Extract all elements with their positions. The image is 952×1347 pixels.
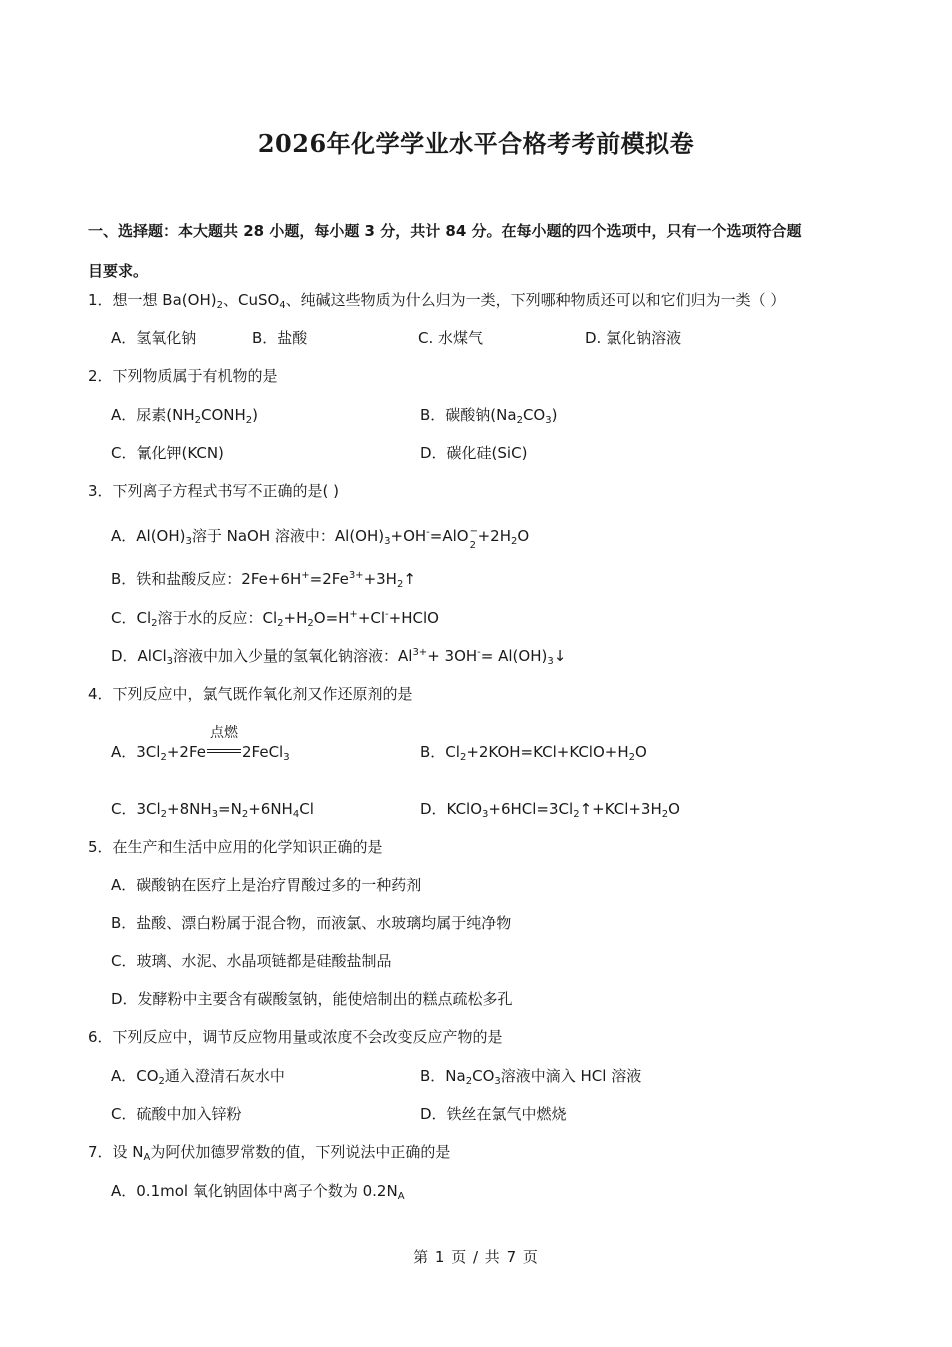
question-4-stem: 4．下列反应中，氯气既作氧化剂又作还原剂的是 [88,685,413,703]
question-1-option-c[interactable]: C. 水煤气 [418,329,484,347]
question-5-option-d[interactable]: D．发酵粉中主要含有碳酸氢钠，能使焙制出的糕点疏松多孔 [111,990,513,1008]
section-heading-line1: 一、选择题：本大题共 28 小题，每小题 3 分，共计 84 分。在每小题的四个选项中，只有一个选项符合题 [88,222,802,240]
question-6-stem: 6．下列反应中，调节反应物用量或浓度不会改变反应产物的是 [88,1028,503,1046]
question-4-option-a[interactable]: A．$3Cl_2+2Fe$ 点燃 2FeCl$_3$ [111,724,290,763]
question-5-option-a[interactable]: A．碳酸钠在医疗上是治疗胃酸过多的一种药剂 [111,876,422,894]
question-2-option-b[interactable]: B．碳酸钠$(Na_2CO_3)$ [420,406,558,426]
question-2-stem: 2．下列物质属于有机物的是 [88,367,278,385]
question-1-option-b[interactable]: B．盐酸 [252,329,308,347]
question-6-option-d[interactable]: D．铁丝在氯气中燃烧 [420,1105,567,1123]
question-4-option-c[interactable]: C．$3Cl_2+8NH_3=N_2+6NH_4Cl$ [111,800,314,820]
question-4-option-b[interactable]: B．$Cl_2+2KOH=KCl+KClO+H_2O$ [420,743,647,763]
question-6-option-a[interactable]: A．$CO_2$通入澄清石灰水中 [111,1067,285,1087]
question-1-option-a[interactable]: A．氢氧化钠 [111,329,197,347]
question-6-option-b[interactable]: B．$Na_2CO_3$溶液中滴入 HCl 溶液 [420,1067,642,1087]
page-footer: 第 1 页 / 共 7 页 [413,1248,539,1266]
question-2-option-c[interactable]: C．氰化钾(KCN) [111,444,224,462]
question-5-option-c[interactable]: C．玻璃、水泥、水晶项链都是硅酸盐制品 [111,952,392,970]
question-3-option-d[interactable]: D．AlCl$_3$溶液中加入少量的氢氧化钠溶液：$Al^{3+}+ 3OH^-=$ $Al(OH)_3↓$ [111,647,567,667]
question-4-option-d[interactable]: D．$KClO_3+6HCl=3Cl_2↑+KCl+3H_2O$ [420,800,680,820]
question-7-stem: 7．设 $N_A$为阿伏加德罗常数的值，下列说法中正确的是 [88,1143,451,1163]
question-5-option-b[interactable]: B．盐酸、漂白粉属于混合物，而液氯、水玻璃均属于纯净物 [111,914,512,932]
question-5-stem: 5．在生产和生活中应用的化学知识正确的是 [88,838,383,856]
section-heading [88,211,868,291]
question-3-option-a[interactable]: A．$Al(OH)_3$溶于 NaOH 溶液中：$Al(OH)_3+OH^-=AlO$ − 2 $+2H_2O$ [111,526,530,551]
ignition-condition-equals: 点燃 [207,742,241,764]
question-6-option-c[interactable]: C．硫酸中加入锌粉 [111,1105,242,1123]
question-3-option-b[interactable]: B．铁和盐酸反应：$2Fe+6H^+=2Fe^{3+}+3H_2↑$ [111,570,416,590]
question-3-stem: 3．下列离子方程式书写不正确的是( ) [88,482,340,500]
question-1-option-d[interactable]: D. 氯化钠溶液 [585,329,682,347]
question-2-option-a[interactable]: A．尿素$(NH_2CONH_2)$ [111,406,259,426]
question-2-option-d[interactable]: D．碳化硅(SiC) [420,444,528,462]
section-heading-line2: 目要求。 [88,262,149,280]
question-3-option-c[interactable]: C．$Cl_2$溶于水的反应：$Cl_2+H_2O=H^++Cl^-+HClO$ [111,609,439,629]
question-1-stem: 1．想一想 $Ba(OH)_2$、CuSO$_4$、纯碱这些物质为什么归为一类，下列哪种物质还可以和它们归为一类（ ） [88,291,786,311]
question-7-option-a[interactable]: A．0.1mol 氧化钠固体中离子个数为 $0.2N_A$ [111,1182,405,1202]
page-title: 2026年化学学业水平合格考考前模拟卷 [257,129,695,158]
